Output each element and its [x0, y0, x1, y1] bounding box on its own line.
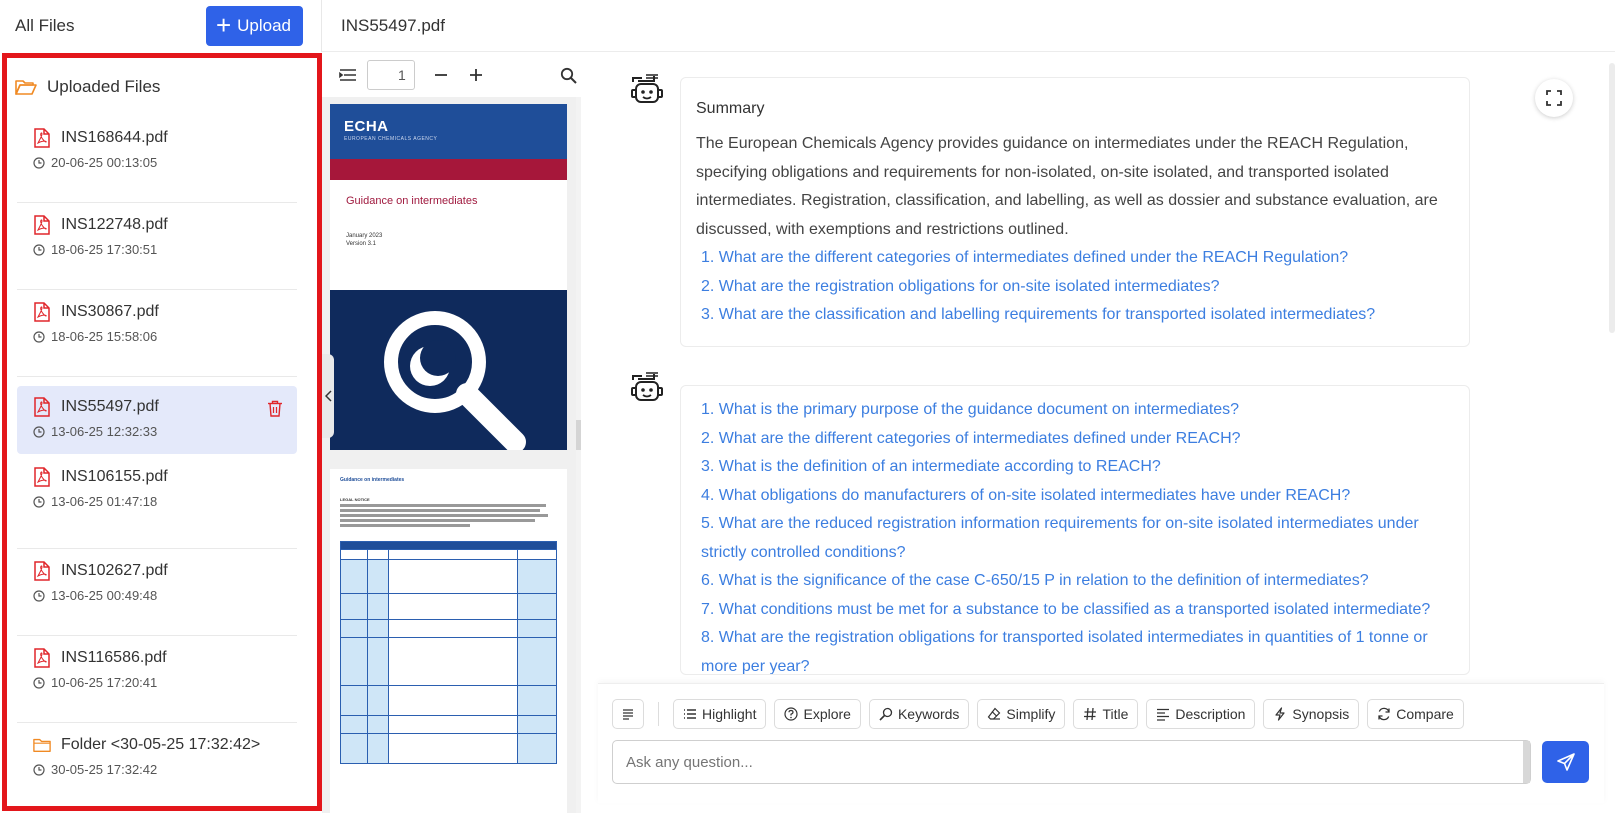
pdf-toolbar — [322, 53, 581, 97]
folder-name: Folder <30-05-25 17:32:42> — [61, 736, 261, 753]
list-icon — [683, 707, 697, 721]
magnifier-icon — [330, 290, 567, 450]
trash-icon[interactable] — [267, 400, 283, 417]
search-icon[interactable] — [556, 60, 581, 90]
file-name: INS55497.pdf — [61, 398, 159, 415]
questions-card — [680, 385, 1470, 675]
file-item-selected[interactable] — [17, 386, 297, 454]
suggested-question[interactable]: 3. What are the classification and labelling requirements for transported isolated intermediates? — [701, 306, 1376, 323]
suggested-question[interactable]: 1. What are the different categories of intermediates defined under the REACH Regulation? — [701, 249, 1349, 266]
folder-icon — [33, 735, 51, 755]
file-list — [7, 116, 317, 810]
all-files-title: All Files — [15, 16, 75, 35]
explore-chip[interactable] — [774, 699, 860, 729]
folder-open-icon — [15, 79, 37, 95]
page2-table — [340, 541, 557, 764]
page2-heading: Guidance on intermediates — [340, 477, 405, 483]
pdf-file-icon — [33, 302, 51, 322]
title-chip[interactable] — [1073, 699, 1138, 729]
file-name: INS106155.pdf — [61, 468, 168, 485]
uploaded-files-title: Uploaded Files — [47, 77, 161, 96]
chip-label: Compare — [1396, 706, 1454, 722]
send-button[interactable] — [1542, 741, 1589, 783]
input-scrollbar[interactable] — [1523, 741, 1530, 783]
description-chip[interactable] — [1146, 699, 1255, 729]
pdf-file-icon — [33, 648, 51, 668]
plus-icon: + — [215, 9, 232, 40]
file-name: INS122748.pdf — [61, 216, 168, 233]
suggested-question[interactable]: 2. What are the different categories of intermediates defined under REACH? — [701, 429, 1241, 447]
clock-icon — [33, 426, 45, 438]
question-circle-icon — [784, 707, 798, 721]
collapse-viewer-button[interactable] — [322, 354, 334, 438]
summary-card — [680, 77, 1470, 347]
fullscreen-icon — [1546, 90, 1562, 106]
simplify-chip[interactable] — [977, 699, 1065, 729]
suggested-question[interactable]: 7. What conditions must be met for a substance to be classified as a transported isolated intermediate? — [701, 600, 1431, 618]
page2-legal-notice: LEGAL NOTICE — [340, 497, 370, 502]
file-name: INS30867.pdf — [61, 303, 159, 320]
suggested-question[interactable]: 6. What is the significance of the case C-650/15 P in relation to the definition of intermediates? — [701, 572, 1369, 589]
file-date: 18-06-25 15:58:06 — [51, 329, 158, 344]
eraser-icon — [987, 707, 1001, 721]
bot-avatar-icon — [629, 371, 663, 405]
clock-icon — [33, 496, 45, 508]
pdf-viewer[interactable] — [322, 97, 581, 813]
cover-version-line: Version 3.1 — [346, 240, 377, 247]
chip-label: Description — [1175, 706, 1246, 722]
suggested-question[interactable]: 3. What is the definition of an intermediate according to REACH? — [701, 458, 1161, 475]
suggested-question[interactable]: 1. What is the primary purpose of the guidance document on intermediates? — [701, 401, 1240, 418]
folder-item[interactable] — [17, 723, 297, 810]
file-name: INS168644.pdf — [61, 129, 168, 146]
echa-subtitle: EUROPEAN CHEMICALS AGENCY — [344, 136, 438, 142]
uploaded-files-header — [7, 58, 317, 116]
cover-date-line: January 2023 — [346, 233, 383, 239]
chip-divider — [658, 702, 659, 726]
clock-icon — [33, 677, 45, 689]
align-left-icon — [1156, 707, 1170, 721]
clock-icon — [33, 244, 45, 256]
file-item[interactable] — [17, 464, 297, 549]
refresh-icon — [1377, 707, 1391, 721]
pdf-file-icon — [33, 467, 51, 487]
document-title: INS55497.pdf — [341, 15, 445, 35]
file-date: 13-06-25 00:49:48 — [51, 588, 158, 603]
cover-body — [330, 180, 567, 290]
page-number-input[interactable] — [367, 60, 415, 90]
file-date: 18-06-25 17:30:51 — [51, 242, 158, 257]
pdf-file-icon — [33, 215, 51, 235]
chip-label: Explore — [803, 706, 851, 722]
file-item[interactable] — [17, 116, 297, 203]
summary-text: The European Chemicals Agency provides guidance on intermediates under the REACH Regulation, specifying obligations and requirements for non-isolated, on-site isolated, and transported isolated intermediates. Registration, classification, and labelling, as well as dossier and substance evaluation, are discussed, with exemptions and restrictions outlined. — [696, 135, 1438, 238]
synopsis-chip[interactable] — [1263, 699, 1359, 729]
chip-label: Synopsis — [1292, 706, 1350, 722]
prompt-menu-button[interactable] — [612, 699, 644, 729]
keywords-chip[interactable] — [869, 699, 969, 729]
action-chips — [612, 699, 1464, 729]
file-item[interactable] — [17, 203, 297, 290]
file-date: 13-06-25 01:47:18 — [51, 494, 158, 509]
fullscreen-button[interactable] — [1535, 79, 1573, 117]
clock-icon — [33, 764, 45, 776]
suggested-question[interactable]: 8. What are the registration obligations for transported isolated intermediates in quantities of 1 tonne or more per year? — [701, 629, 1428, 675]
highlight-chip[interactable] — [673, 699, 766, 729]
chip-label: Simplify — [1006, 706, 1056, 722]
summary-title: Summary — [696, 100, 765, 117]
file-name: INS116586.pdf — [61, 649, 167, 666]
composer — [598, 683, 1604, 803]
clock-icon — [33, 331, 45, 343]
cover-title: Guidance on intermediates — [346, 195, 478, 207]
hash-icon — [1083, 707, 1097, 721]
file-item[interactable] — [17, 636, 297, 723]
pdf-page-2 — [330, 469, 567, 813]
clock-icon — [33, 157, 45, 169]
echa-logo: ECHA — [344, 118, 389, 135]
chip-label: Title — [1102, 706, 1129, 722]
cover-date — [346, 233, 551, 249]
suggested-question[interactable]: 2. What are the registration obligations for on-site isolated intermediates? — [701, 277, 1220, 295]
zoom-in-button[interactable] — [464, 60, 489, 90]
key-search-icon — [879, 707, 893, 721]
document-header — [322, 0, 1615, 52]
send-icon — [1556, 752, 1576, 772]
clock-icon — [33, 590, 45, 602]
question-input[interactable] — [612, 740, 1531, 784]
sidebar-toggle-icon[interactable] — [336, 60, 361, 90]
chip-label: Highlight — [702, 706, 757, 722]
cover-header — [330, 104, 567, 159]
upload-button[interactable] — [206, 6, 303, 46]
compare-chip[interactable] — [1367, 699, 1464, 729]
file-date: 10-06-25 17:20:41 — [51, 675, 158, 690]
file-date: 20-06-25 00:13:05 — [51, 155, 158, 170]
chevron-left-icon — [325, 390, 332, 402]
suggested-question[interactable]: 4. What obligations do manufacturers of on-site isolated intermediates have under REACH? — [701, 486, 1351, 504]
cover-band — [330, 159, 567, 180]
text-lines-icon — [621, 707, 635, 721]
suggested-question[interactable]: 5. What are the reduced registration information requirements for on-site isolated intermediates under strictly controlled conditions? — [701, 515, 1419, 561]
cover-image — [330, 290, 567, 450]
pdf-page-1 — [330, 104, 567, 450]
zoom-out-button[interactable] — [429, 60, 454, 90]
file-name: INS102627.pdf — [61, 562, 168, 579]
bot-avatar-icon — [629, 73, 663, 107]
chat-scrollbar[interactable] — [1609, 63, 1615, 333]
pdf-file-icon — [33, 397, 51, 417]
folder-date: 30-05-25 17:32:42 — [51, 762, 158, 777]
file-item[interactable] — [17, 549, 297, 636]
file-date: 13-06-25 12:32:33 — [51, 424, 158, 439]
pdf-file-icon — [33, 128, 51, 148]
lightning-icon — [1273, 707, 1287, 721]
pdf-file-icon — [33, 561, 51, 581]
files-header — [0, 0, 322, 52]
upload-label: Upload — [237, 16, 291, 35]
file-item[interactable] — [17, 290, 297, 377]
chip-label: Keywords — [897, 706, 960, 722]
uploaded-files-panel — [2, 53, 322, 811]
